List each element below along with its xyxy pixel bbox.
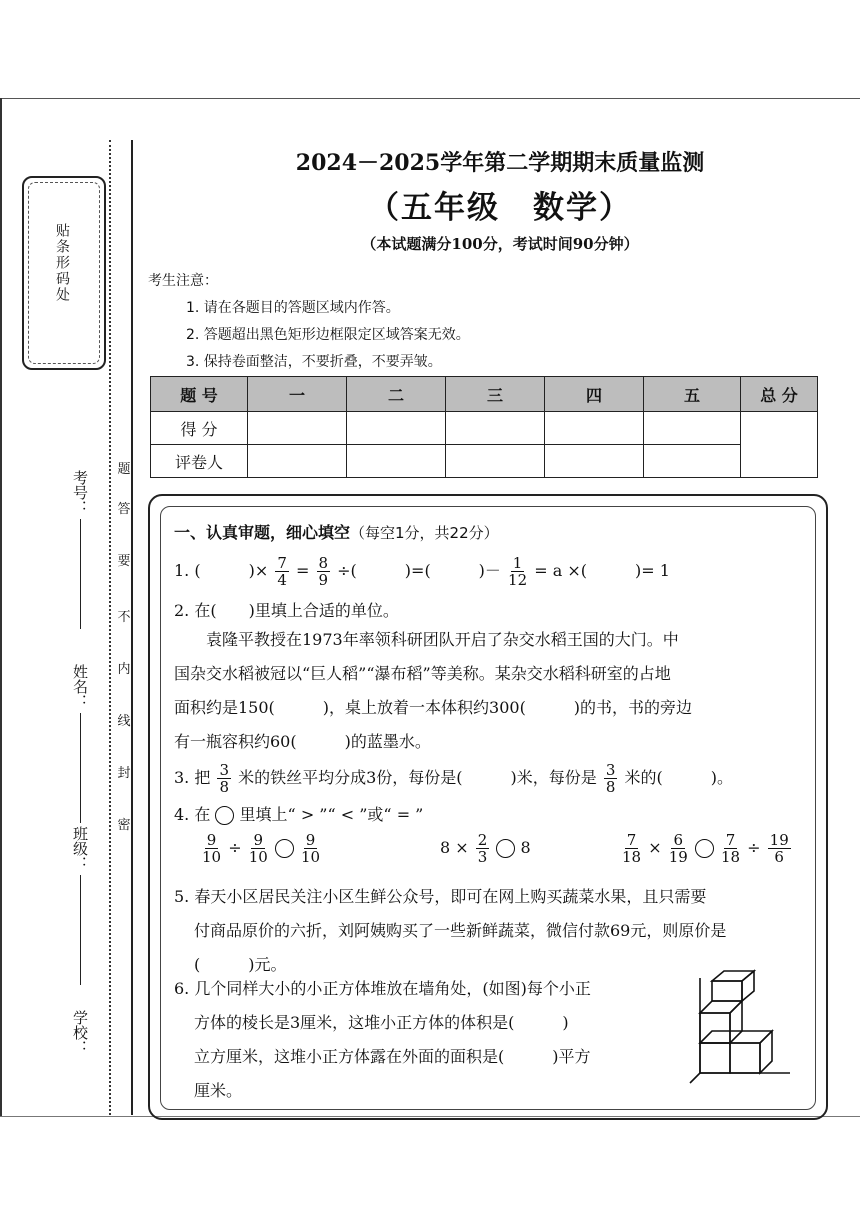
notes-item: 2. 答题超出黑色矩形边框限定区域答案无效。	[186, 327, 470, 343]
row-grader-label: 评卷人	[151, 445, 248, 478]
question-1: 1. ( )× $\frac{7}{4}$ = $\frac{8}{9}$ ÷( )=( )－ $\frac{1}{12}$ = a ×( )= 1	[174, 554, 670, 589]
compare-circle[interactable]	[496, 839, 515, 858]
question-5: 5. 春天小区居民关注小区生鲜公众号，即可在网上购买蔬菜水果，且只需要 付商品原价的六折，刘阿姨购买了一些新鲜蔬菜，微信付款69元，则原价是 ( )元。	[174, 887, 727, 974]
field-school: 学校：	[71, 1010, 89, 1055]
page-left-border	[0, 98, 2, 1116]
barcode-label: 贴条形码处	[54, 223, 70, 303]
field-name: 姓名：	[70, 664, 91, 823]
question-4-expr-2: 8 × $\frac{2}{3}$ 8	[440, 831, 531, 866]
question-6: 6. 几个同样大小的小正方体堆放在墙角处，(如图)每个小正 方体的棱长是3厘米，这堆小正方体的体积是( ) 立方厘米，这堆小正方体露在外面的面积是( )平方 厘米。	[174, 979, 591, 1100]
binding-warning: 题 答 要 不 内 线 封 密	[117, 462, 131, 833]
notes-heading: 考生注意：	[148, 273, 218, 289]
question-4-expr-1: $\frac{9}{10}$ ÷ $\frac{9}{10}$ $\frac{9}{10}$	[202, 831, 321, 866]
barcode-box	[22, 176, 106, 370]
question-4: 4. 在 里填上“ > ”“ < ”或“ = ”	[174, 805, 424, 824]
field-exam-number: 考号：	[70, 470, 91, 629]
notes-item: 3. 保持卷面整洁，不要折叠，不要弄皱。	[186, 354, 442, 370]
question-3: 3. 把 $\frac{3}{8}$ 米的铁丝平均分成3份，每份是( )米，每份是 $\frac{3}{8}$ 米的( )。	[174, 761, 733, 796]
circle-icon	[215, 806, 234, 825]
cube-stack-figure	[685, 968, 795, 1088]
score-table: 题 号 一 二 三 四 五 总 分 得 分 评卷人	[150, 376, 818, 478]
binding-dotted-line	[109, 140, 111, 1115]
question-4-expr-3: $\frac{7}{18}$ × $\frac{6}{19}$ $\frac{7}{18}$ ÷ $\frac{19}{6}$	[622, 831, 789, 866]
compare-circle[interactable]	[695, 839, 714, 858]
row-score-label: 得 分	[151, 412, 248, 445]
exam-title: 2024－2025学年第二学期期末质量监测	[295, 150, 705, 176]
section-1-heading: 一、认真审题，细心填空（每空1分，共22分）	[174, 523, 499, 542]
question-2: 2. 在( )里填上合适的单位。	[174, 601, 399, 620]
question-2-passage: 袁隆平教授在1973年率领科研团队开启了杂交水稻王国的大门。中 国杂交水稻被冠以“巨人稻”“瀑布稻”等美称。某杂交水稻科研室的占地 面积约是150( )，桌上放着一本体积约300( )的书，书的旁边 有一瓶容积约60( )的蓝墨水。	[174, 630, 693, 751]
exam-subtitle: （五年级 数学）	[368, 190, 632, 226]
exam-info: （本试题满分100分，考试时间90分钟）	[361, 235, 639, 253]
compare-circle[interactable]	[275, 839, 294, 858]
field-class: 班级：	[70, 826, 91, 985]
notes-item: 1. 请在各题目的答题区域内作答。	[186, 300, 400, 316]
page-top-border	[0, 98, 860, 99]
exam-notes	[148, 268, 470, 376]
